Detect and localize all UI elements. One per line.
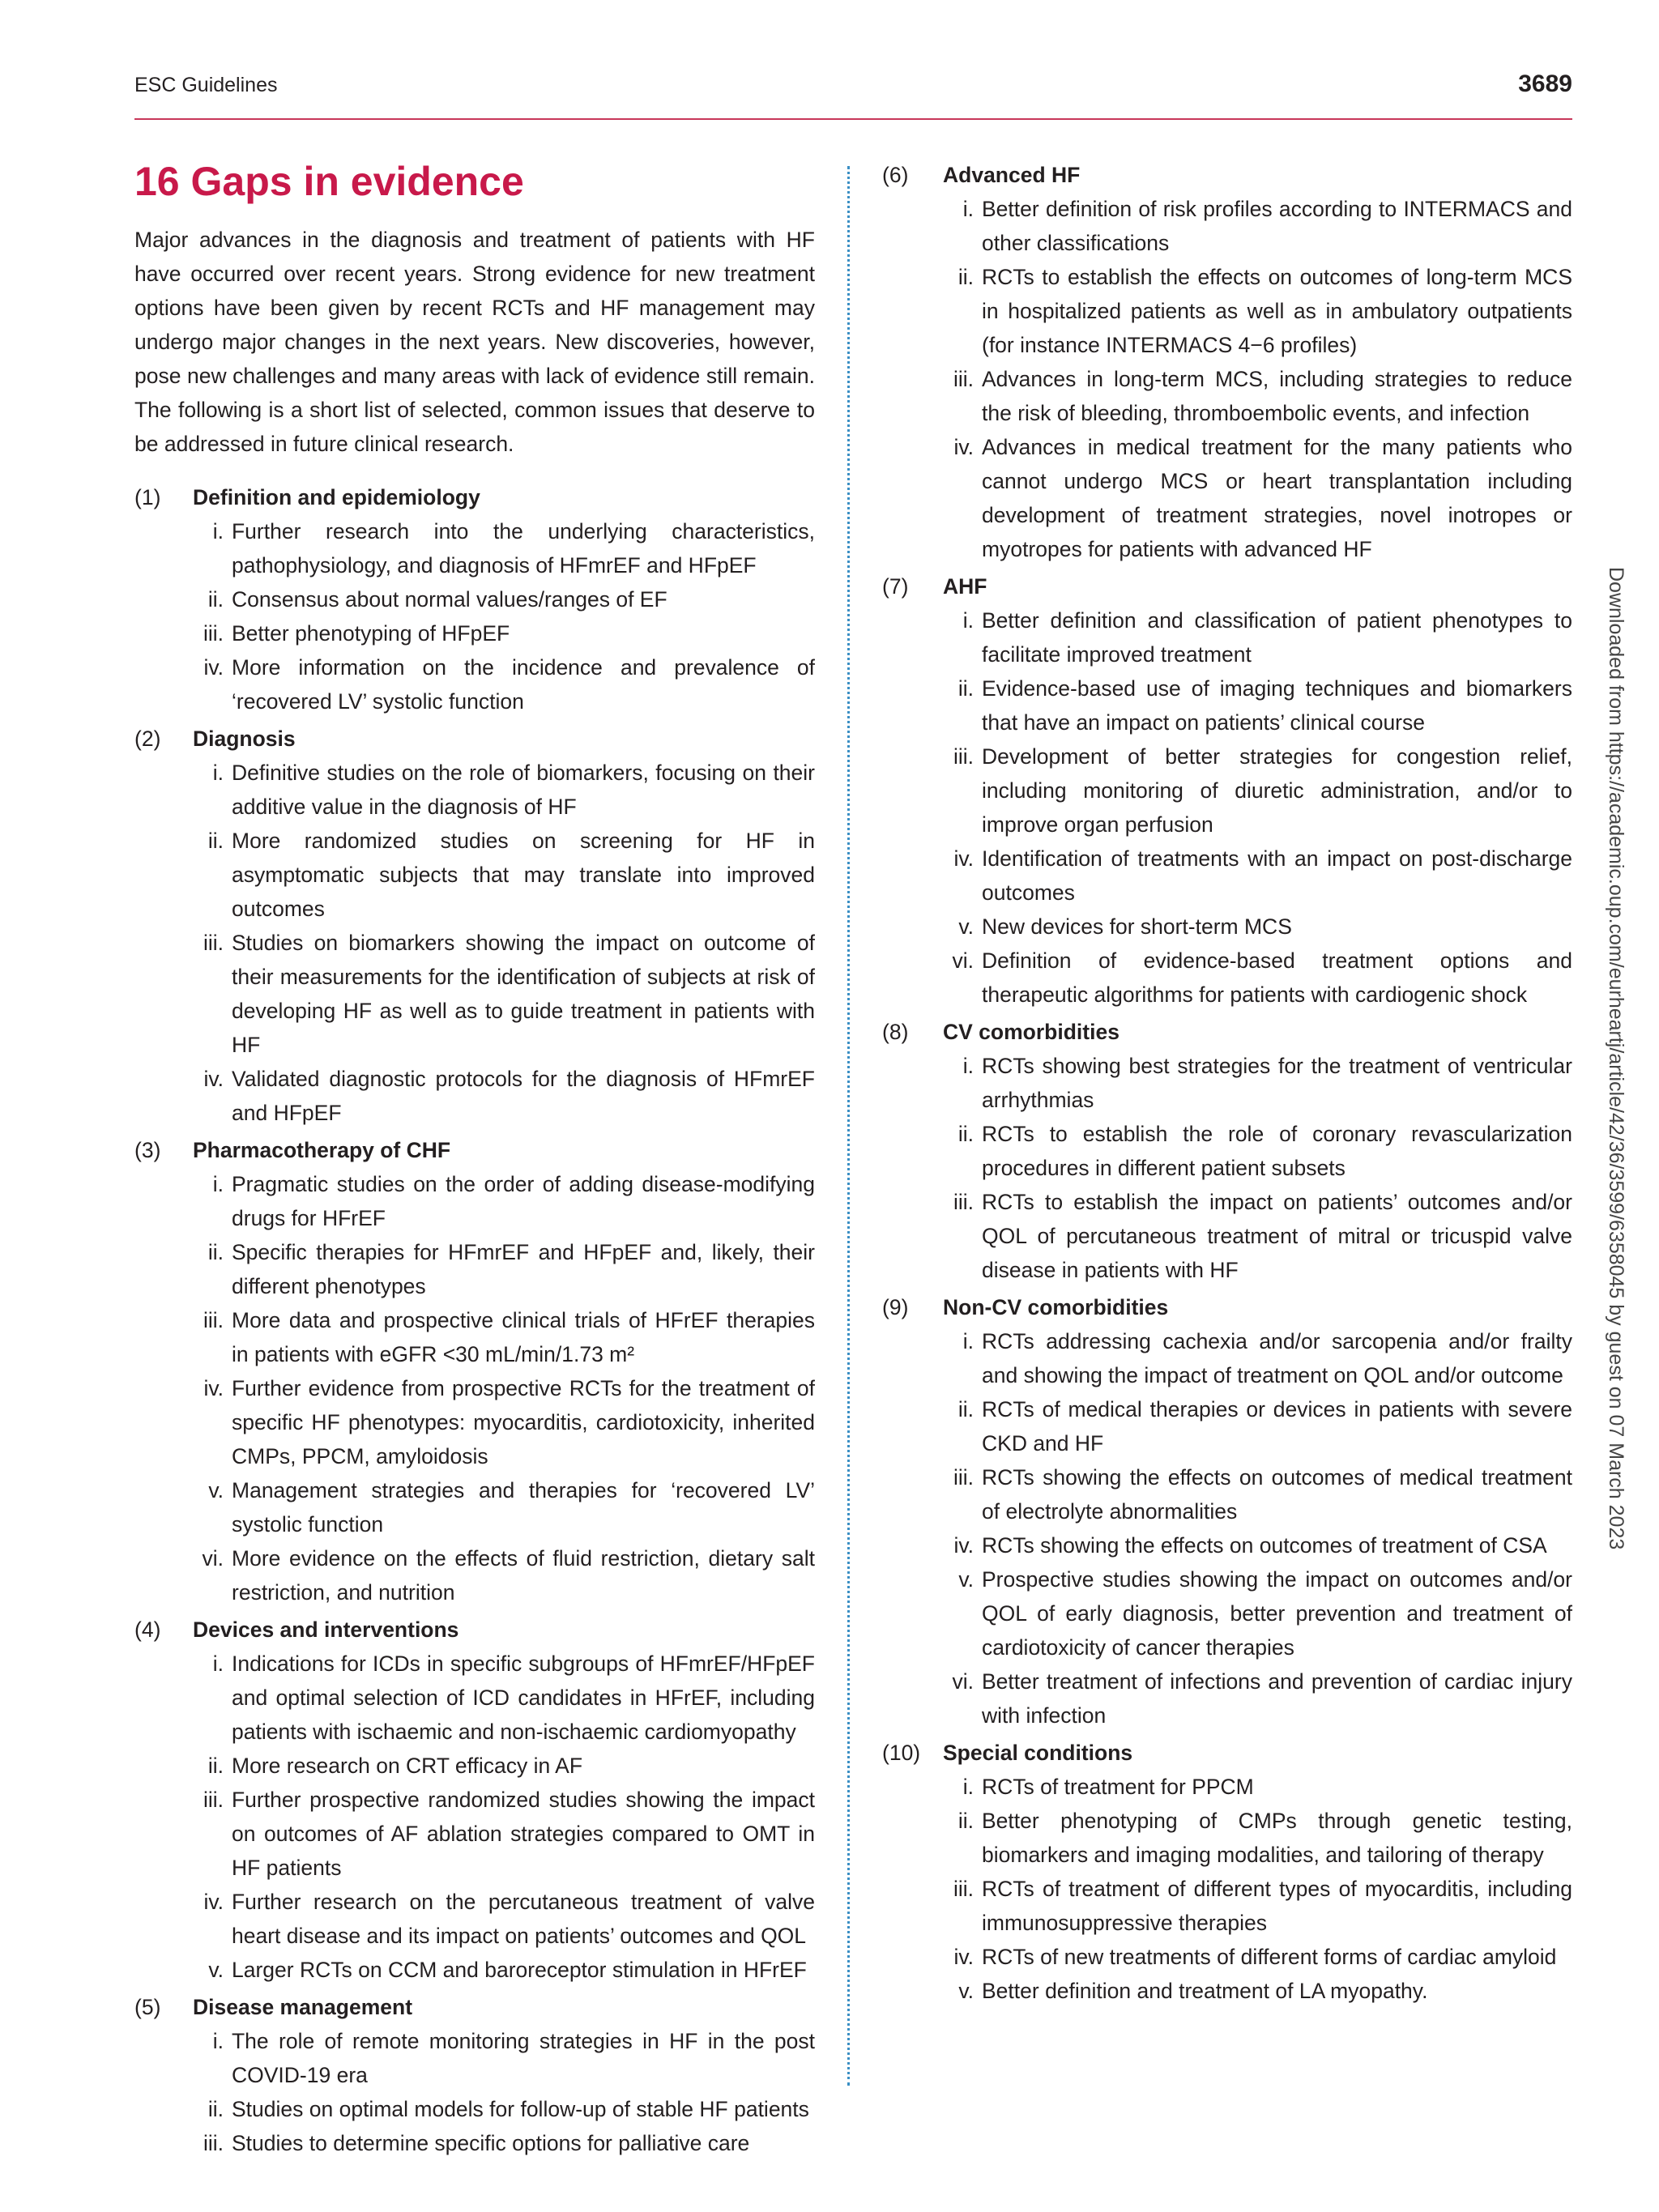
list-item <box>193 2024 815 2092</box>
list-item <box>193 2092 815 2126</box>
intro-paragraph: Major advances in the diagnosis and treatment of patients with HF have occurred over recent years. Strong evidence for new treatment options have been given by recent RCTs and HF management may undergo major changes in the next years. New discoveries, however, pose new challenges and many areas with lack of evidence still remain. The following is a short list of selected, common issues that deserve to be addressed in future clinical research. <box>134 228 815 456</box>
item-numeral: i. <box>212 519 224 543</box>
item-text: Advances in long-term MCS, including strategies to reduce the risk of bleeding, thromboembolic events, and infection <box>982 367 1572 425</box>
list-item <box>943 671 1572 739</box>
list-item <box>943 1460 1572 1528</box>
item-text: Evidence-based use of imaging techniques and biomarkers that have an impact on patients’ clinical course <box>982 676 1572 735</box>
section-heading: Definition and epidemiology <box>193 485 480 509</box>
section-heading: Non-CV comorbidities <box>943 1295 1169 1319</box>
list-item <box>193 616 815 650</box>
list-item <box>943 910 1572 944</box>
item-numeral: v. <box>208 1958 224 1982</box>
page-number: 3689 <box>1518 70 1572 97</box>
section-number: (7) <box>882 574 909 599</box>
list-item <box>193 1885 815 1953</box>
left-column <box>134 158 815 2163</box>
list-item <box>193 1371 815 1473</box>
list-item <box>193 756 815 824</box>
item-text: Further research into the underlying characteristics, pathophysiology, and diagnosis of HFmrEF and HFpEF <box>232 519 815 578</box>
list-item <box>943 1185 1572 1287</box>
section-number: (8) <box>882 1020 909 1044</box>
item-text: Studies to determine specific options for palliative care <box>232 2131 750 2155</box>
section-heading: Pharmacotherapy of CHF <box>193 1138 451 1162</box>
journal-name: ESC Guidelines <box>134 74 278 96</box>
list-item <box>943 192 1572 260</box>
item-text: Definition of evidence-based treatment options and therapeutic algorithms for patients with cardiogenic shock <box>982 948 1572 1007</box>
gap-section <box>882 1290 1572 1733</box>
item-numeral: i. <box>212 761 224 785</box>
list-item <box>943 1392 1572 1460</box>
list-item <box>943 944 1572 1012</box>
sub-item-list <box>943 603 1572 1012</box>
item-numeral: ii. <box>207 2097 224 2121</box>
section-heading: Advanced HF <box>943 163 1081 187</box>
item-numeral: ii. <box>207 1754 224 1778</box>
list-item <box>193 1783 815 1885</box>
item-text: More information on the incidence and prevalence of ‘recovered LV’ systolic function <box>232 655 815 714</box>
item-numeral: iii. <box>203 621 224 646</box>
item-numeral: iii. <box>953 1465 974 1490</box>
gap-section <box>134 480 815 718</box>
item-numeral: iii. <box>953 367 974 391</box>
item-text: RCTs showing the effects on outcomes of medical treatment of electrolyte abnormalities <box>982 1465 1572 1524</box>
item-numeral: iii. <box>203 1308 224 1332</box>
list-item <box>193 824 815 926</box>
item-numeral: i. <box>962 197 974 221</box>
sub-item-list <box>193 1647 815 1987</box>
list-item <box>943 1049 1572 1117</box>
list-item <box>193 1647 815 1749</box>
item-text: More research on CRT efficacy in AF <box>232 1754 583 1778</box>
sub-item-list <box>193 1167 815 1609</box>
item-text: RCTs of new treatments of different forms of cardiac amyloid <box>982 1945 1557 1969</box>
item-numeral: iv. <box>203 1376 224 1400</box>
list-item <box>943 1528 1572 1562</box>
item-numeral: i. <box>212 1172 224 1196</box>
item-text: Specific therapies for HFmrEF and HFpEF and, likely, their different phenotypes <box>232 1240 815 1298</box>
running-header <box>134 71 1572 120</box>
item-text: Development of better strategies for congestion relief, including monitoring of diuretic administration, and/or to improve organ perfusion <box>982 744 1572 837</box>
item-text: More data and prospective clinical trials of HFrEF therapies in patients with eGFR <30 mL/min/1.73 m² <box>232 1308 815 1366</box>
item-numeral: iii. <box>953 1877 974 1901</box>
item-text: Consensus about normal values/ranges of EF <box>232 587 667 612</box>
list-item <box>943 603 1572 671</box>
item-numeral: iii. <box>203 931 224 955</box>
gap-section <box>882 158 1572 566</box>
gap-section <box>134 1990 815 2160</box>
item-text: Prospective studies showing the impact on outcomes and/or QOL of early diagnosis, better prevention and treatment of cardiotoxicity of cancer therapies <box>982 1567 1572 1660</box>
list-item <box>193 1167 815 1235</box>
item-text: Studies on optimal models for follow-up of stable HF patients <box>232 2097 809 2121</box>
item-text: Better phenotyping of HFpEF <box>232 621 510 646</box>
item-numeral: iii. <box>953 744 974 769</box>
item-text: Better definition and treatment of LA myopathy. <box>982 1979 1428 2003</box>
item-numeral: i. <box>962 1329 974 1353</box>
item-text: RCTs of treatment of different types of myocarditis, including immunosuppressive therapies <box>982 1877 1572 1935</box>
list-item <box>193 1062 815 1130</box>
item-text: RCTs addressing cachexia and/or sarcopenia and/or frailty and showing the impact of treatment on QOL and/or outcome <box>982 1329 1572 1387</box>
download-watermark: Downloaded from https://academic.oup.com/eurheartj/article/42/36/3599/6358045 by guest on 07 March 2023 <box>1605 567 1627 1550</box>
item-text: Better treatment of infections and prevention of cardiac injury with infection <box>982 1669 1572 1728</box>
sub-item-list <box>943 192 1572 566</box>
item-text: Further evidence from prospective RCTs for the treatment of specific HF phenotypes: myocarditis, cardiotoxicity, inherited CMPs, PPCM, amyloidosis <box>232 1376 815 1468</box>
item-text: More randomized studies on screening for HF in asymptomatic subjects that may translate into improved outcomes <box>232 829 815 921</box>
list-item <box>943 1974 1572 2008</box>
list-item <box>943 1804 1572 1872</box>
section-number: (4) <box>134 1617 161 1642</box>
section-heading: Special conditions <box>943 1741 1133 1765</box>
item-numeral: iv. <box>203 655 224 680</box>
item-text: RCTs showing best strategies for the treatment of ventricular arrhythmias <box>982 1054 1572 1112</box>
gap-section <box>882 1015 1572 1287</box>
list-item <box>193 1303 815 1371</box>
item-numeral: v. <box>958 1979 974 2003</box>
item-text: RCTs to establish the impact on patients’ outcomes and/or QOL of percutaneous treatment of mitral or tricuspid valve disease in patients with HF <box>982 1190 1572 1282</box>
item-numeral: v. <box>958 914 974 939</box>
item-text: RCTs of treatment for PPCM <box>982 1775 1254 1799</box>
item-numeral: ii. <box>957 265 974 289</box>
gap-section <box>882 569 1572 1012</box>
list-item <box>193 1235 815 1303</box>
item-numeral: iii. <box>953 1190 974 1214</box>
item-text: Identification of treatments with an impact on post-discharge outcomes <box>982 846 1572 905</box>
item-text: The role of remote monitoring strategies in HF in the post COVID-19 era <box>232 2029 815 2087</box>
item-numeral: iv. <box>953 1945 974 1969</box>
item-text: RCTs to establish the effects on outcomes of long-term MCS in hospitalized patients as well as in ambulatory outpatients (for instance INTERMACS 4−6 profiles) <box>982 265 1572 357</box>
item-numeral: iv. <box>203 1067 224 1091</box>
item-text: Better phenotyping of CMPs through genetic testing, biomarkers and imaging modalities, and tailoring of therapy <box>982 1809 1572 1867</box>
item-text: Pragmatic studies on the order of adding disease-modifying drugs for HFrEF <box>232 1172 815 1230</box>
item-text: New devices for short-term MCS <box>982 914 1292 939</box>
item-numeral: ii. <box>207 1240 224 1264</box>
item-numeral: ii. <box>957 676 974 701</box>
list-item <box>193 514 815 582</box>
gap-section <box>882 1736 1572 2008</box>
list-item <box>943 1562 1572 1664</box>
list-item <box>943 1117 1572 1185</box>
list-item <box>943 430 1572 566</box>
item-text: RCTs of medical therapies or devices in patients with severe CKD and HF <box>982 1397 1572 1455</box>
item-numeral: iv. <box>953 1533 974 1558</box>
section-number: (6) <box>882 163 909 187</box>
item-text: RCTs showing the effects on outcomes of treatment of CSA <box>982 1533 1547 1558</box>
section-heading: CV comorbidities <box>943 1020 1120 1044</box>
list-item <box>943 1664 1572 1733</box>
list-item <box>193 1953 815 1987</box>
section-number: (10) <box>882 1741 921 1765</box>
gap-list-right <box>882 158 1572 2008</box>
item-numeral: vi. <box>952 948 974 973</box>
sub-item-list <box>943 1049 1572 1287</box>
list-item <box>943 842 1572 910</box>
sub-item-list <box>943 1770 1572 2008</box>
item-numeral: ii. <box>207 587 224 612</box>
list-item <box>943 1872 1572 1940</box>
list-item <box>193 1541 815 1609</box>
list-item <box>943 260 1572 362</box>
item-numeral: i. <box>962 608 974 633</box>
sub-item-list <box>193 2024 815 2160</box>
sub-item-list <box>943 1324 1572 1733</box>
item-text: Further prospective randomized studies showing the impact on outcomes of AF ablation strategies compared to OMT in HF patients <box>232 1788 815 1880</box>
section-heading: Devices and interventions <box>193 1617 459 1642</box>
sub-item-list <box>193 514 815 718</box>
item-numeral: ii. <box>207 829 224 853</box>
list-item <box>193 582 815 616</box>
section-number: (5) <box>134 1995 161 2019</box>
sub-item-list <box>193 756 815 1130</box>
list-item <box>193 1749 815 1783</box>
section-number: (2) <box>134 727 161 751</box>
item-text: Management strategies and therapies for ‘recovered LV’ systolic function <box>232 1478 815 1536</box>
gap-section <box>134 722 815 1130</box>
item-numeral: iv. <box>953 435 974 459</box>
item-numeral: iv. <box>203 1890 224 1914</box>
item-text: Advances in medical treatment for the many patients who cannot undergo MCS or heart transplantation including development of treatment strategies, novel inotropes or myotropes for patients with advanced HF <box>982 435 1572 561</box>
list-item <box>943 1770 1572 1804</box>
item-numeral: ii. <box>957 1122 974 1146</box>
item-text: Better definition and classification of patient phenotypes to facilitate improved treatment <box>982 608 1572 667</box>
section-title: 16 Gaps in evidence <box>134 159 524 204</box>
item-text: Indications for ICDs in specific subgroups of HFmrEF/HFpEF and optimal selection of ICD candidates in HFrEF, including patients with ischaemic and non-ischaemic cardiomyopathy <box>232 1652 815 1744</box>
item-numeral: ii. <box>957 1397 974 1421</box>
item-text: Validated diagnostic protocols for the diagnosis of HFmrEF and HFpEF <box>232 1067 815 1125</box>
item-numeral: i. <box>962 1054 974 1078</box>
item-text: More evidence on the effects of fluid restriction, dietary salt restriction, and nutrition <box>232 1546 815 1605</box>
item-numeral: iv. <box>953 846 974 871</box>
section-number: (9) <box>882 1295 909 1319</box>
item-text: Further research on the percutaneous treatment of valve heart disease and its impact on patients’ outcomes and QOL <box>232 1890 815 1948</box>
list-item <box>943 362 1572 430</box>
item-numeral: v. <box>208 1478 224 1502</box>
section-number: (3) <box>134 1138 161 1162</box>
item-numeral: ii. <box>957 1809 974 1833</box>
list-item <box>193 926 815 1062</box>
list-item <box>943 739 1572 842</box>
list-item <box>193 650 815 718</box>
right-column <box>882 158 1572 2011</box>
gap-section <box>134 1613 815 1987</box>
section-heading: Disease management <box>193 1995 413 2019</box>
gap-list-left <box>134 480 815 2160</box>
item-text: Larger RCTs on CCM and baroreceptor stimulation in HFrEF <box>232 1958 807 1982</box>
section-heading: AHF <box>943 574 987 599</box>
item-numeral: v. <box>958 1567 974 1592</box>
item-numeral: iii. <box>203 1788 224 1812</box>
list-item <box>193 2126 815 2160</box>
list-item <box>193 1473 815 1541</box>
item-text: Studies on biomarkers showing the impact on outcome of their measurements for the identification of subjects at risk of developing HF as well as to guide treatment in patients with HF <box>232 931 815 1057</box>
item-text: RCTs to establish the role of coronary revascularization procedures in different patient subsets <box>982 1122 1572 1180</box>
item-numeral: i. <box>212 2029 224 2053</box>
item-text: Definitive studies on the role of biomarkers, focusing on their additive value in the diagnosis of HF <box>232 761 815 819</box>
list-item <box>943 1940 1572 1974</box>
list-item <box>943 1324 1572 1392</box>
item-numeral: i. <box>212 1652 224 1676</box>
item-numeral: i. <box>962 1775 974 1799</box>
section-number: (1) <box>134 485 161 509</box>
item-numeral: vi. <box>952 1669 974 1694</box>
item-text: Better definition of risk profiles according to INTERMACS and other classifications <box>982 197 1572 255</box>
section-heading: Diagnosis <box>193 727 296 751</box>
item-numeral: iii. <box>203 2131 224 2155</box>
gap-section <box>134 1133 815 1609</box>
column-divider <box>847 166 850 2086</box>
item-numeral: vi. <box>202 1546 224 1571</box>
